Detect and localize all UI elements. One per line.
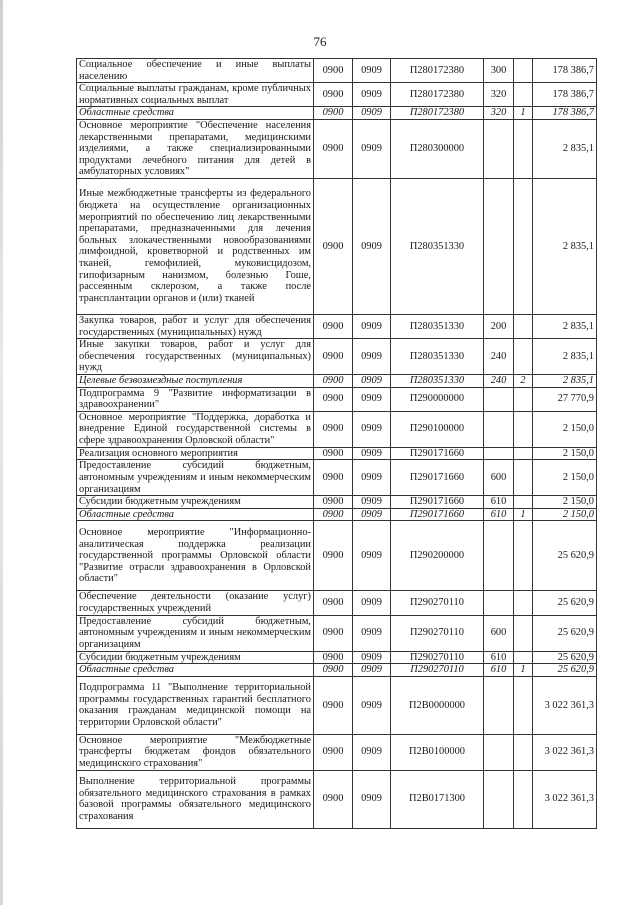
subsection-code-cell: 0909: [353, 314, 391, 338]
table-row: [77, 178, 597, 314]
table-row: [77, 339, 597, 375]
subsection-code-cell: 0909: [353, 734, 391, 770]
funding-source-code-cell: [514, 314, 533, 338]
section-code-cell: 0900: [314, 664, 353, 677]
row-description-cell: Подпрограмма 11 "Выполнение территориальной программы государственных гарантий бесплатного оказания гражданам медицинской помощи на территории Орловской области": [77, 676, 314, 734]
amount-cell: 3 022 361,3: [533, 676, 597, 734]
section-code-cell: 0900: [314, 591, 353, 615]
amount-cell: 2 150,0: [533, 411, 597, 447]
expense-type-code-cell: [484, 770, 514, 828]
row-description-cell: Областные средства: [77, 664, 314, 677]
funding-source-code-cell: 2: [514, 374, 533, 387]
funding-source-code-cell: [514, 83, 533, 107]
amount-cell: 25 620,9: [533, 651, 597, 664]
row-description-cell: Предоставление субсидий бюджетным, автономным учреждениям и иным некоммерческим организациям: [77, 615, 314, 651]
table-row: [77, 314, 597, 338]
row-description-cell: Реализация основного мероприятия: [77, 447, 314, 460]
table-row: [77, 521, 597, 591]
budget-table-body: [77, 59, 597, 829]
funding-source-code-cell: [514, 460, 533, 496]
row-description-cell: Областные средства: [77, 107, 314, 120]
funding-source-code-cell: [514, 339, 533, 375]
expense-type-code-cell: [484, 676, 514, 734]
table-row: [77, 460, 597, 496]
subsection-code-cell: 0909: [353, 59, 391, 83]
funding-source-code-cell: [514, 734, 533, 770]
budget-table: [76, 58, 597, 829]
subsection-code-cell: 0909: [353, 339, 391, 375]
table-row: [77, 107, 597, 120]
table-row: [77, 676, 597, 734]
target-article-code-cell: П280172380: [391, 83, 484, 107]
amount-cell: 25 620,9: [533, 664, 597, 677]
funding-source-code-cell: [514, 178, 533, 314]
row-description-cell: Основное мероприятие "Поддержка, доработка и внедрение Единой государственной системы в сфере здравоохранения Орловской области": [77, 411, 314, 447]
expense-type-code-cell: [484, 734, 514, 770]
table-row: [77, 387, 597, 411]
amount-cell: 2 150,0: [533, 508, 597, 521]
amount-cell: 25 620,9: [533, 521, 597, 591]
amount-cell: 178 386,7: [533, 83, 597, 107]
table-row: [77, 734, 597, 770]
row-description-cell: Социальное обеспечение и иные выплаты населению: [77, 59, 314, 83]
amount-cell: 3 022 361,3: [533, 734, 597, 770]
expense-type-code-cell: 240: [484, 374, 514, 387]
target-article-code-cell: П290270110: [391, 664, 484, 677]
row-description-cell: Предоставление субсидий бюджетным, автономным учреждениям и иным некоммерческим организациям: [77, 460, 314, 496]
subsection-code-cell: 0909: [353, 107, 391, 120]
expense-type-code-cell: [484, 119, 514, 178]
table-row: [77, 651, 597, 664]
section-code-cell: 0900: [314, 508, 353, 521]
target-article-code-cell: П290270110: [391, 591, 484, 615]
subsection-code-cell: 0909: [353, 119, 391, 178]
subsection-code-cell: 0909: [353, 460, 391, 496]
section-code-cell: 0900: [314, 676, 353, 734]
expense-type-code-cell: [484, 178, 514, 314]
section-code-cell: 0900: [314, 339, 353, 375]
funding-source-code-cell: [514, 521, 533, 591]
amount-cell: 27 770,9: [533, 387, 597, 411]
section-code-cell: 0900: [314, 83, 353, 107]
expense-type-code-cell: 610: [484, 651, 514, 664]
row-description-cell: Субсидии бюджетным учреждениям: [77, 496, 314, 509]
target-article-code-cell: П290100000: [391, 411, 484, 447]
section-code-cell: 0900: [314, 460, 353, 496]
section-code-cell: 0900: [314, 178, 353, 314]
expense-type-code-cell: 600: [484, 460, 514, 496]
section-code-cell: 0900: [314, 770, 353, 828]
funding-source-code-cell: [514, 591, 533, 615]
row-description-cell: Иные закупки товаров, работ и услуг для обеспечения государственных (муниципальных) нужд: [77, 339, 314, 375]
table-row: [77, 770, 597, 828]
subsection-code-cell: 0909: [353, 496, 391, 509]
amount-cell: 3 022 361,3: [533, 770, 597, 828]
amount-cell: 2 835,1: [533, 374, 597, 387]
funding-source-code-cell: [514, 447, 533, 460]
row-description-cell: Целевые безвозмездные поступления: [77, 374, 314, 387]
table-row: [77, 615, 597, 651]
target-article-code-cell: П280351330: [391, 374, 484, 387]
expense-type-code-cell: 200: [484, 314, 514, 338]
section-code-cell: 0900: [314, 107, 353, 120]
table-row: [77, 119, 597, 178]
expense-type-code-cell: 320: [484, 83, 514, 107]
row-description-cell: Основное мероприятие "Информационно-аналитическая поддержка реализации государственной программы Орловской области "Развитие отрасли здравоохранения в Орловской области": [77, 521, 314, 591]
target-article-code-cell: П290270110: [391, 651, 484, 664]
target-article-code-cell: П290000000: [391, 387, 484, 411]
target-article-code-cell: П280172380: [391, 59, 484, 83]
target-article-code-cell: П290171660: [391, 447, 484, 460]
section-code-cell: 0900: [314, 119, 353, 178]
section-code-cell: 0900: [314, 651, 353, 664]
funding-source-code-cell: 1: [514, 508, 533, 521]
subsection-code-cell: 0909: [353, 508, 391, 521]
row-description-cell: Социальные выплаты гражданам, кроме публичных нормативных социальных выплат: [77, 83, 314, 107]
target-article-code-cell: П290200000: [391, 521, 484, 591]
section-code-cell: 0900: [314, 59, 353, 83]
amount-cell: 2 835,1: [533, 119, 597, 178]
amount-cell: 2 150,0: [533, 496, 597, 509]
section-code-cell: 0900: [314, 734, 353, 770]
section-code-cell: 0900: [314, 496, 353, 509]
expense-type-code-cell: 610: [484, 508, 514, 521]
target-article-code-cell: П280300000: [391, 119, 484, 178]
target-article-code-cell: П290171660: [391, 460, 484, 496]
amount-cell: 2 835,1: [533, 314, 597, 338]
table-row: [77, 374, 597, 387]
subsection-code-cell: 0909: [353, 651, 391, 664]
amount-cell: 25 620,9: [533, 591, 597, 615]
subsection-code-cell: 0909: [353, 591, 391, 615]
row-description-cell: Обеспечение деятельности (оказание услуг) государственных учреждений: [77, 591, 314, 615]
expense-type-code-cell: 300: [484, 59, 514, 83]
funding-source-code-cell: [514, 411, 533, 447]
expense-type-code-cell: [484, 521, 514, 591]
table-row: [77, 496, 597, 509]
expense-type-code-cell: [484, 387, 514, 411]
funding-source-code-cell: [514, 59, 533, 83]
section-code-cell: 0900: [314, 521, 353, 591]
subsection-code-cell: 0909: [353, 770, 391, 828]
subsection-code-cell: 0909: [353, 178, 391, 314]
row-description-cell: Областные средства: [77, 508, 314, 521]
target-article-code-cell: П2В0000000: [391, 676, 484, 734]
amount-cell: 2 835,1: [533, 339, 597, 375]
funding-source-code-cell: 1: [514, 664, 533, 677]
subsection-code-cell: 0909: [353, 374, 391, 387]
expense-type-code-cell: [484, 447, 514, 460]
funding-source-code-cell: [514, 676, 533, 734]
subsection-code-cell: 0909: [353, 615, 391, 651]
funding-source-code-cell: [514, 119, 533, 178]
expense-type-code-cell: [484, 411, 514, 447]
expense-type-code-cell: 610: [484, 664, 514, 677]
subsection-code-cell: 0909: [353, 411, 391, 447]
table-row: [77, 59, 597, 83]
funding-source-code-cell: [514, 770, 533, 828]
amount-cell: 2 835,1: [533, 178, 597, 314]
target-article-code-cell: П280351330: [391, 178, 484, 314]
table-row: [77, 664, 597, 677]
expense-type-code-cell: 320: [484, 107, 514, 120]
section-code-cell: 0900: [314, 387, 353, 411]
section-code-cell: 0900: [314, 615, 353, 651]
amount-cell: 2 150,0: [533, 447, 597, 460]
subsection-code-cell: 0909: [353, 676, 391, 734]
target-article-code-cell: П280351330: [391, 314, 484, 338]
target-article-code-cell: П290171660: [391, 508, 484, 521]
funding-source-code-cell: 1: [514, 107, 533, 120]
subsection-code-cell: 0909: [353, 521, 391, 591]
table-row: [77, 411, 597, 447]
row-description-cell: Субсидии бюджетным учреждениям: [77, 651, 314, 664]
row-description-cell: Основное мероприятие "Межбюджетные трансферты бюджетам фондов обязательного медицинского страхования": [77, 734, 314, 770]
table-row: [77, 447, 597, 460]
row-description-cell: Закупка товаров, работ и услуг для обеспечения государственных (муниципальных) нужд: [77, 314, 314, 338]
expense-type-code-cell: 600: [484, 615, 514, 651]
amount-cell: 178 386,7: [533, 107, 597, 120]
scan-edge-shadow: [0, 0, 3, 905]
expense-type-code-cell: 240: [484, 339, 514, 375]
subsection-code-cell: 0909: [353, 387, 391, 411]
section-code-cell: 0900: [314, 411, 353, 447]
expense-type-code-cell: [484, 591, 514, 615]
row-description-cell: Подпрограмма 9 "Развитие информатизации в здравоохранении": [77, 387, 314, 411]
subsection-code-cell: 0909: [353, 83, 391, 107]
row-description-cell: Иные межбюджетные трансферты из федерального бюджета на осуществление организационных мероприятий по обеспечению лиц лекарственными препаратами, предназначенными для лечения больных злокачественными новообразованиями лимфоидной, кроветворной и родственных им тканей, гемофилией, муковисцидозом, гипофизарным нанизмом, болезнью Гоше, рассеянным склерозом, а также после трансплантации органов и (или) тканей: [77, 178, 314, 314]
page-number: 76: [313, 34, 327, 49]
funding-source-code-cell: [514, 615, 533, 651]
subsection-code-cell: 0909: [353, 664, 391, 677]
row-description-cell: Выполнение территориальной программы обязательного медицинского страхования в рамках базовой программы обязательного медицинского страхования: [77, 770, 314, 828]
target-article-code-cell: П290270110: [391, 615, 484, 651]
table-row: [77, 508, 597, 521]
amount-cell: 25 620,9: [533, 615, 597, 651]
target-article-code-cell: П280172380: [391, 107, 484, 120]
target-article-code-cell: П280351330: [391, 339, 484, 375]
amount-cell: 2 150,0: [533, 460, 597, 496]
section-code-cell: 0900: [314, 314, 353, 338]
expense-type-code-cell: 610: [484, 496, 514, 509]
amount-cell: 178 386,7: [533, 59, 597, 83]
funding-source-code-cell: [514, 387, 533, 411]
row-description-cell: Основное мероприятие "Обеспечение населения лекарственными препаратами, медицинскими изделиями, а также специализированными продуктами лечебного питания для детей в амбулаторных условиях": [77, 119, 314, 178]
table-row: [77, 591, 597, 615]
funding-source-code-cell: [514, 496, 533, 509]
section-code-cell: 0900: [314, 374, 353, 387]
target-article-code-cell: П290171660: [391, 496, 484, 509]
funding-source-code-cell: [514, 651, 533, 664]
section-code-cell: 0900: [314, 447, 353, 460]
table-row: [77, 83, 597, 107]
target-article-code-cell: П2В0171300: [391, 770, 484, 828]
subsection-code-cell: 0909: [353, 447, 391, 460]
target-article-code-cell: П2В0100000: [391, 734, 484, 770]
